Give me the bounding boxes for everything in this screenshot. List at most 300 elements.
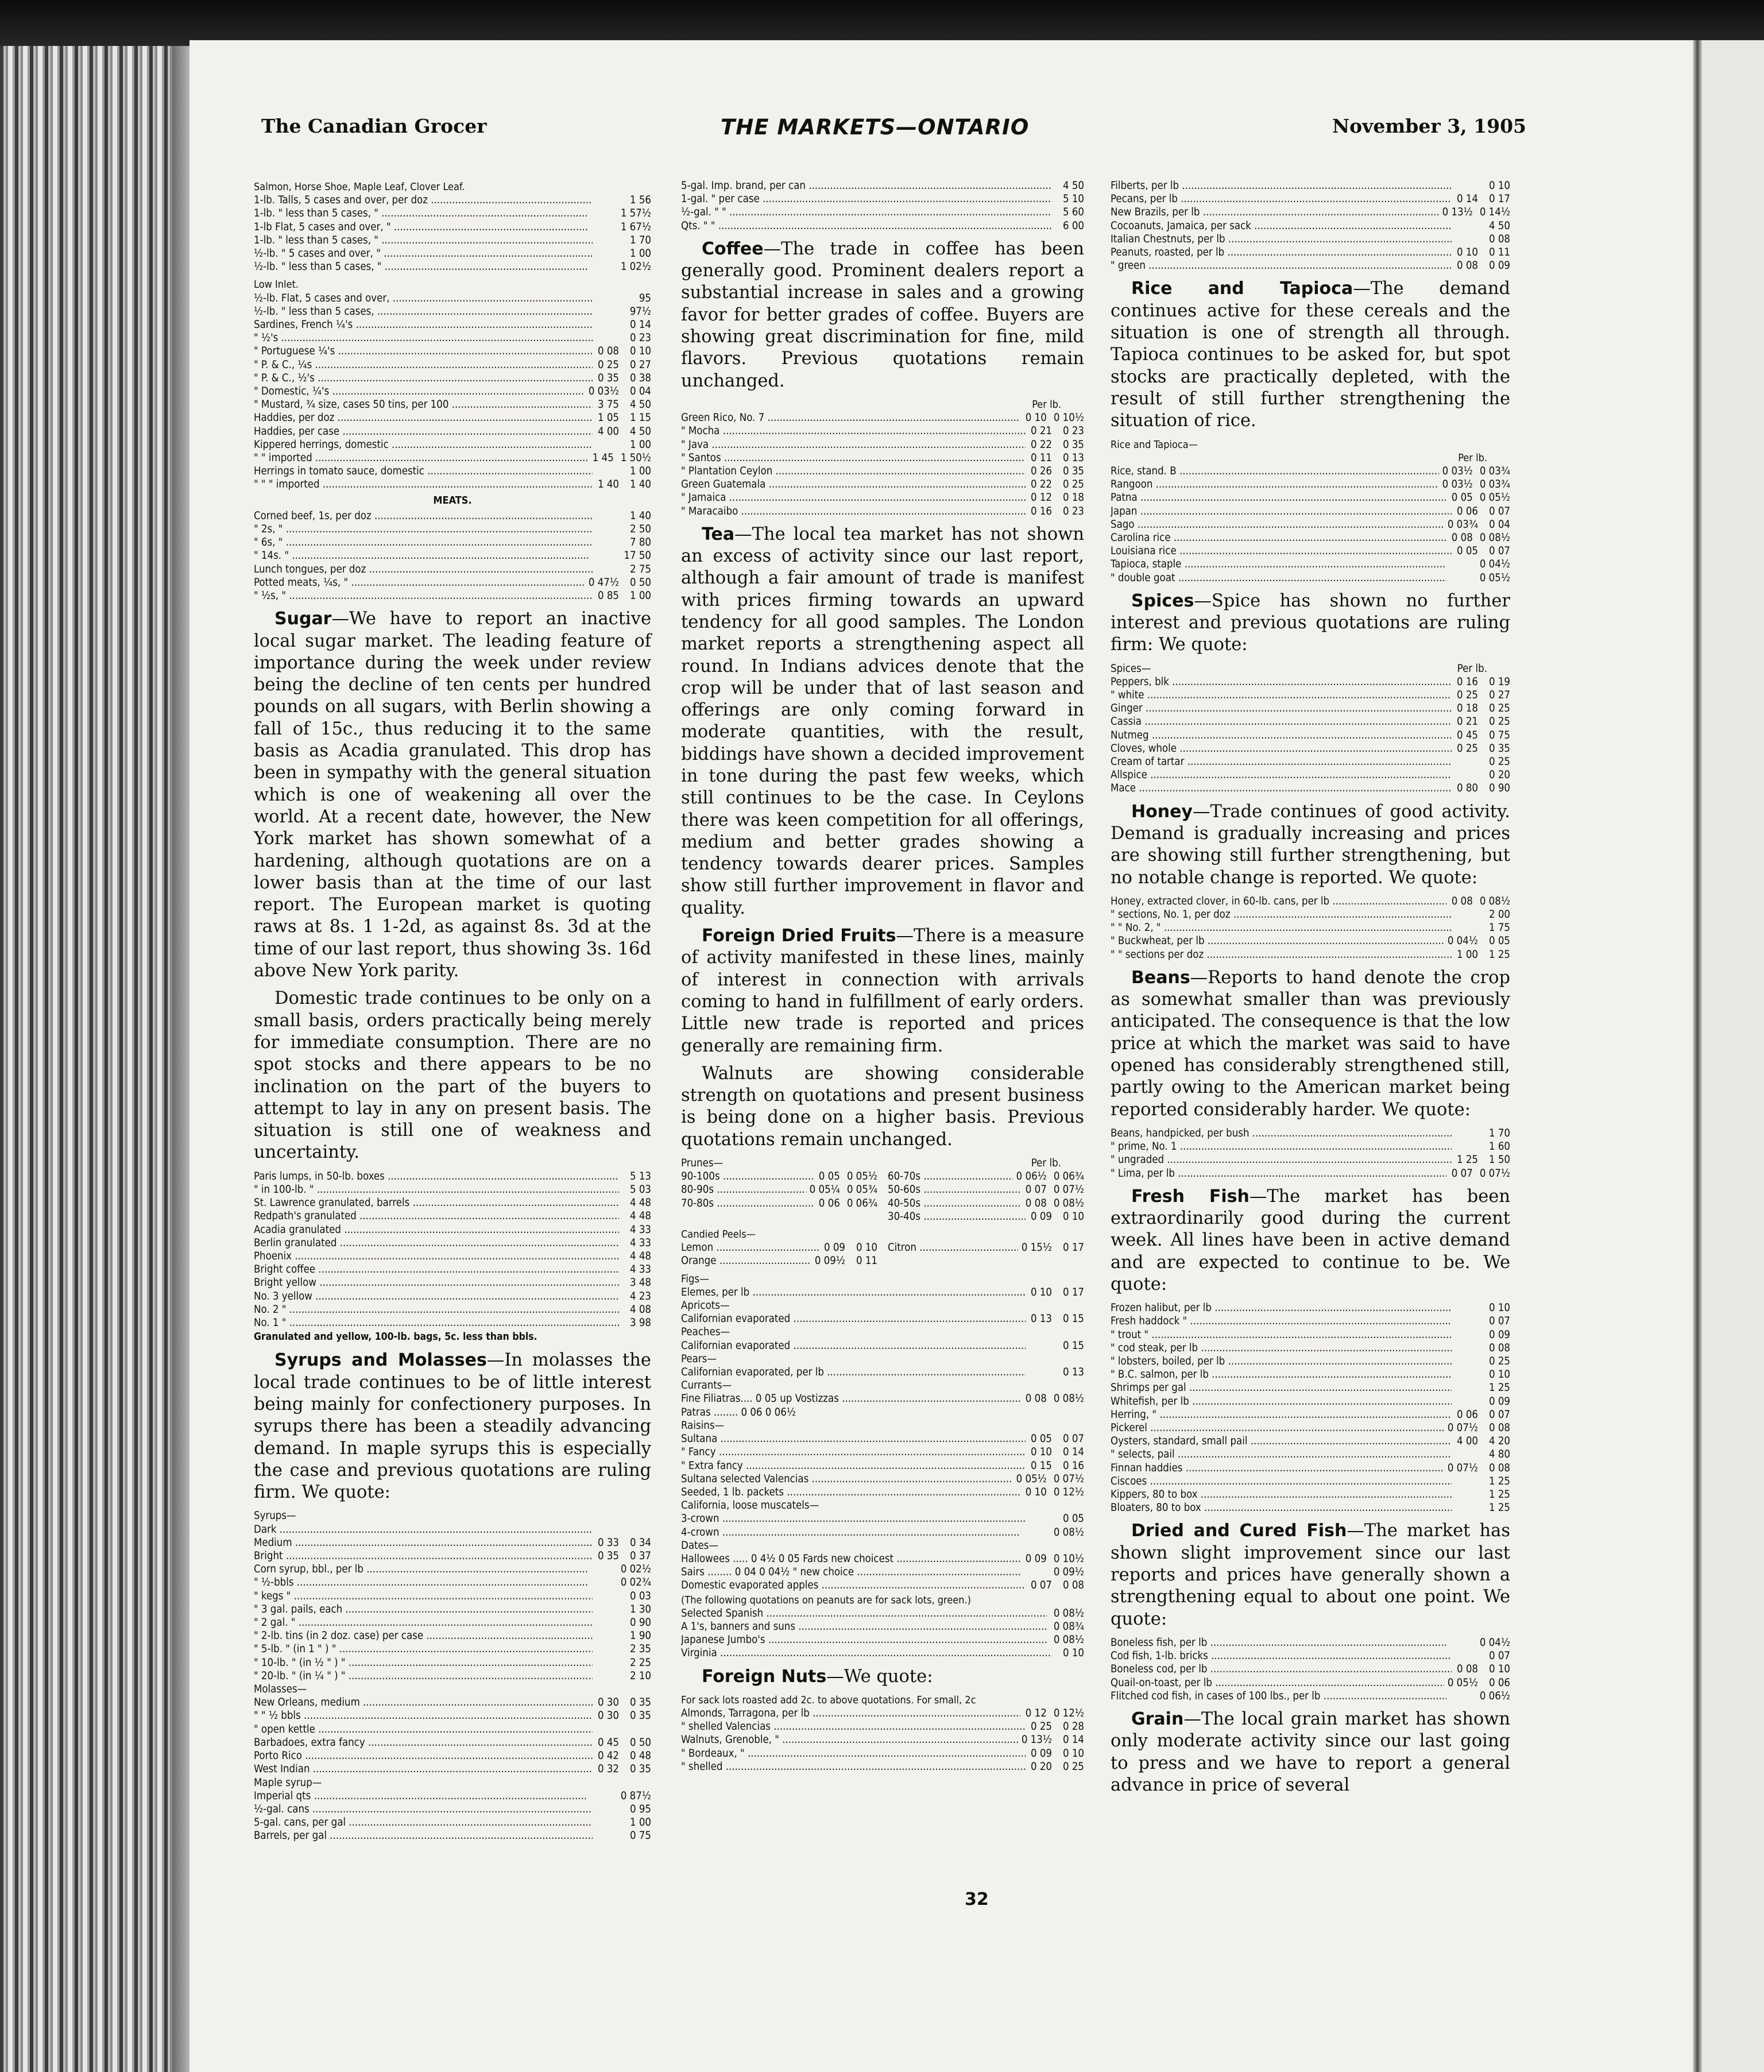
price-high: 1 00 <box>629 465 651 478</box>
price-low: 1 25 <box>1456 1154 1478 1166</box>
item-label: " " sections per doz ..... <box>1111 948 1452 961</box>
item-label: " Extra fancy ..... <box>681 1459 1026 1472</box>
price-high: 0 08½ <box>1053 1393 1084 1405</box>
item-label: A 1's, banners and suns ..... <box>681 1620 1047 1633</box>
price-high: 0 06½ <box>1479 1690 1510 1702</box>
item-label: " ½'s ..... <box>254 331 593 345</box>
price-row <box>1111 782 1510 795</box>
price-row <box>254 1736 651 1749</box>
price-row <box>1111 246 1510 259</box>
price-row <box>254 1209 651 1223</box>
item-label: Orange ..... <box>681 1254 811 1267</box>
price-row <box>681 1486 1084 1499</box>
price-row <box>254 1276 651 1289</box>
price-high: 0 09 <box>1488 1328 1510 1341</box>
item-label: " ungraded ..... <box>1111 1153 1452 1166</box>
section-heading: Spices <box>1131 590 1194 611</box>
price-low: 0 45 <box>1456 729 1478 741</box>
price-row <box>681 1512 1084 1525</box>
price-high: 0 05 <box>1062 1513 1084 1525</box>
price-row <box>1111 755 1510 768</box>
price-row <box>1111 478 1510 491</box>
price-high: 0 07 <box>1488 1650 1510 1663</box>
item-label: " " No. 2, " ..... <box>1111 921 1452 934</box>
item-label: Corn syrup, bbl., per lb ..... <box>254 1563 587 1576</box>
price-high: 0 50 <box>629 1736 651 1749</box>
price-low: 0 18 <box>1456 702 1478 715</box>
price-high: 0 10½ <box>1053 412 1084 424</box>
price-low <box>1026 1419 1052 1432</box>
price-low <box>1026 1299 1052 1312</box>
price-row <box>254 358 651 372</box>
price-low: 0 03¾ <box>1447 518 1478 531</box>
price-row <box>254 1696 651 1709</box>
price-high <box>1052 1299 1084 1312</box>
price-high: 0 13 <box>1062 451 1084 464</box>
price-row <box>681 1539 1084 1552</box>
item-label: Patna ..... <box>1111 491 1446 504</box>
item-label: Ciscoes ..... <box>1111 1475 1452 1488</box>
cured-fish-table <box>1111 1636 1510 1703</box>
price-row <box>681 1552 1084 1565</box>
price-low <box>1452 1127 1478 1140</box>
price-low: 0 85 <box>597 590 619 602</box>
item-label: Barbadoes, extra fancy ..... <box>254 1736 593 1749</box>
price-row <box>681 1445 1084 1459</box>
price-low: 0 10 <box>1456 246 1478 259</box>
price-row <box>254 292 651 305</box>
item-label: Haddies, per case ..... <box>254 425 593 438</box>
item-label: " Portuguese ¼'s ..... <box>254 345 593 358</box>
item-label: 1-gal. " per case ..... <box>681 192 1052 206</box>
dried-fruit-table <box>681 1273 1084 1660</box>
item-label: Californian evaporated, per lb ..... <box>681 1366 1026 1379</box>
item-label: Sairs ........ 0 04 0 04½ " new choice ..... <box>681 1565 1020 1579</box>
item-label: Frozen halibut, per lb ..... <box>1111 1301 1452 1315</box>
price-high: 0 09½ <box>1053 1566 1084 1579</box>
price-low <box>1026 1512 1052 1525</box>
running-head-publication: The Canadian Grocer <box>261 115 487 137</box>
price-high: 0 05½ <box>1479 571 1510 584</box>
price-high: 1 40 <box>629 509 651 522</box>
price-high: 0 08½ <box>1053 1607 1084 1619</box>
price-low: 0 21 <box>1030 425 1052 438</box>
item-label: Cloves, whole ..... <box>1111 742 1452 755</box>
price-high: 0 35 <box>629 1696 651 1709</box>
price-low <box>593 1590 619 1603</box>
per-lb-label: Per lb. <box>1457 662 1487 675</box>
item-label: " Maracaibo ..... <box>681 505 1026 518</box>
price-high: 2 00 <box>1488 909 1510 921</box>
price-high: 0 50 <box>629 576 651 589</box>
price-high <box>619 1776 651 1789</box>
price-high: 0 38 <box>629 372 651 384</box>
price-high: 0 08½ <box>1053 1634 1084 1646</box>
item-label: Paris lumps, in 50-lb. boxes ..... <box>254 1170 619 1183</box>
table-note: Granulated and yellow, 100-lb. bags, 5c. less than bbls. <box>254 1331 537 1343</box>
item-label: " " imported ..... <box>254 451 587 465</box>
item-label: " 2-lb. tins (in 2 doz. case) per case ..... <box>254 1629 593 1642</box>
price-low: 0 05 <box>1451 492 1473 504</box>
price-row <box>1111 1301 1510 1315</box>
price-low <box>1020 1565 1047 1579</box>
price-row <box>1111 544 1510 558</box>
price-row <box>681 1620 1084 1633</box>
price-row <box>254 509 651 523</box>
section-heading: Beans <box>1131 967 1190 988</box>
price-low: 0 06 <box>1456 1408 1478 1421</box>
item-label: Rangoon ..... <box>1111 478 1439 491</box>
price-row <box>681 465 1084 478</box>
item-label: Apricots— <box>681 1300 730 1312</box>
price-low: 1 05 <box>597 412 619 424</box>
price-low <box>593 465 619 478</box>
item-label: " Santos ..... <box>681 451 1026 465</box>
item-label: " 10-lb. " (in ½ " ) " ..... <box>254 1656 593 1669</box>
item-label: Selected Spanish ..... <box>681 1607 1047 1620</box>
price-low <box>593 331 619 345</box>
price-high <box>1052 1325 1084 1339</box>
item-label: Cocoanuts, Jamaica, per sack ..... <box>1111 219 1452 233</box>
price-row <box>254 1709 651 1722</box>
price-high: 3 98 <box>629 1316 651 1329</box>
price-low: 0 13½ <box>1021 1734 1052 1746</box>
price-low <box>1452 921 1478 934</box>
price-row <box>1111 1448 1510 1461</box>
price-high <box>619 1509 651 1522</box>
price-high: 2 25 <box>629 1656 651 1669</box>
price-low <box>1026 1406 1052 1419</box>
price-low: 0 30 <box>597 1696 619 1709</box>
price-row <box>1111 1690 1510 1703</box>
price-low <box>1452 1140 1478 1153</box>
price-low <box>1452 1315 1478 1328</box>
price-low: 1 40 <box>597 478 619 491</box>
price-row <box>1111 192 1510 206</box>
price-row <box>254 1803 651 1816</box>
price-high: 0 27 <box>629 358 651 371</box>
price-high: 1 40 <box>629 478 651 491</box>
price-low: 0 25 <box>1030 1721 1052 1733</box>
item-label: " Mocha ..... <box>681 424 1026 438</box>
item-label: Ginger ..... <box>1111 702 1452 715</box>
price-row <box>681 179 1084 192</box>
price-high: 0 17 <box>1062 1286 1084 1298</box>
price-high: 0 02½ <box>620 1563 651 1576</box>
item-label: Sultana selected Valencias ..... <box>681 1472 1013 1486</box>
price-row <box>681 206 1084 219</box>
price-high: 0 08½ <box>1479 531 1510 544</box>
table-title: Candied Peels— <box>681 1228 756 1241</box>
price-row <box>254 1642 651 1656</box>
item-label: ½-lb. " less than 5 cases, ..... <box>254 305 593 318</box>
paragraph-text: —The demand continues active for these cereals and the situation is one of strength all through. Tapioca continues to be asked for, but spot stocks are practically depleted, with the result of still further strengthening the situation of rice. <box>1111 279 1510 431</box>
price-low: 0 10 <box>1030 1446 1052 1459</box>
item-label: Honey, extracted clover, in 60-lb. cans, per lb ..... <box>1111 895 1446 908</box>
price-row <box>254 1816 651 1829</box>
price-low <box>1452 1368 1478 1381</box>
item-label: Tapioca, staple ..... <box>1111 558 1446 571</box>
item-label: Sago ..... <box>1111 518 1444 531</box>
price-row <box>681 192 1084 206</box>
item-label: " open kettle ..... <box>254 1723 593 1736</box>
item-label: Fine Filiatras.... 0 05 up Vostizzas ..... <box>681 1392 1020 1405</box>
price-low: 0 13 <box>1030 1313 1052 1325</box>
price-high: 0 10 <box>1062 1647 1084 1660</box>
price-low <box>593 1629 619 1642</box>
price-low: 0 07 <box>1025 1184 1047 1196</box>
price-high: 0 90 <box>1488 782 1510 795</box>
price-high: 2 35 <box>629 1643 651 1656</box>
price-row <box>254 1762 651 1776</box>
item-label: Berlin granulated ..... <box>254 1236 619 1250</box>
fresh-fish-paragraph <box>1111 1186 1510 1296</box>
item-label: Carolina rice ..... <box>1111 531 1446 544</box>
item-label: Louisiana rice ..... <box>1111 544 1452 558</box>
item-label: " " ½ bbls ..... <box>254 1709 593 1722</box>
price-row <box>888 1241 1084 1254</box>
price-low <box>1446 571 1473 585</box>
item-label: Oysters, standard, small pail ..... <box>1111 1435 1452 1448</box>
price-low: 0 15½ <box>1021 1242 1052 1254</box>
peels-title-block <box>681 1228 1084 1241</box>
price-low <box>1452 768 1478 782</box>
price-high: 0 05½ <box>1479 492 1510 504</box>
price-row <box>1111 715 1510 728</box>
price-low: 0 06½ <box>1016 1170 1047 1183</box>
price-high: 7 80 <box>629 536 651 549</box>
paragraph-text: —The market has shown slight improvement since our last reports and prices have generally shown a strengthening equal to about one point. We quote: <box>1111 1521 1510 1629</box>
price-high: 0 37 <box>629 1550 651 1563</box>
price-row <box>254 425 651 438</box>
price-low <box>1026 1379 1052 1392</box>
table-title: Low Inlet. <box>254 279 299 291</box>
price-high: 4 48 <box>629 1250 651 1262</box>
price-row <box>1111 465 1510 478</box>
price-high: 0 02¾ <box>620 1576 651 1589</box>
coffee-paragraph <box>681 238 1084 392</box>
price-low: 0 05¼ <box>809 1184 840 1196</box>
item-label: Virginia ..... <box>681 1646 1052 1660</box>
price-row <box>1111 259 1510 272</box>
item-label: " " " imported ..... <box>254 478 593 491</box>
per-lb-label: Per lb. <box>1032 398 1061 411</box>
section-heading: Foreign Nuts <box>702 1666 827 1687</box>
price-row <box>1111 1636 1510 1649</box>
prunes-table <box>681 1157 1084 1170</box>
item-label: Kippered herrings, domestic ..... <box>254 438 593 451</box>
item-label: Barrels, per gal ..... <box>254 1829 593 1842</box>
price-row <box>1111 206 1510 219</box>
price-row <box>254 1656 651 1669</box>
price-row <box>681 1325 1084 1339</box>
price-row <box>254 1290 651 1303</box>
item-label: Peppers, blk ..... <box>1111 675 1452 689</box>
price-high: 4 20 <box>1488 1435 1510 1448</box>
price-high: 0 06¾ <box>846 1197 877 1209</box>
price-high: 4 33 <box>629 1236 651 1249</box>
price-row <box>1111 1167 1510 1180</box>
item-label: " lobsters, boiled, per lb ..... <box>1111 1355 1452 1368</box>
price-row <box>681 1170 877 1183</box>
price-row <box>1111 505 1510 518</box>
price-low <box>593 1523 619 1536</box>
price-high: 0 10 <box>1488 180 1510 192</box>
item-label: " 2 gal. " ..... <box>254 1616 593 1629</box>
item-label: Lemon ..... <box>681 1241 819 1254</box>
page-edge <box>1693 40 1702 2072</box>
price-high: 0 05 <box>1488 935 1510 948</box>
price-low: 4 00 <box>1456 1435 1478 1448</box>
price-high: 1 60 <box>1488 1141 1510 1153</box>
price-low: 0 80 <box>1456 782 1478 795</box>
price-high: 1 67½ <box>620 221 651 233</box>
price-low: 0 08 <box>1456 260 1478 272</box>
item-label: Dark ..... <box>254 1523 593 1536</box>
price-high: 0 08 <box>1488 1462 1510 1474</box>
price-low <box>1452 1649 1478 1663</box>
price-low <box>593 1669 619 1683</box>
item-label: West Indian ..... <box>254 1762 593 1776</box>
price-high <box>1052 1273 1084 1286</box>
item-label: Cod fish, 1-lb. bricks ..... <box>1111 1649 1452 1663</box>
price-row <box>254 1563 651 1576</box>
price-high: 0 17 <box>1488 193 1510 206</box>
price-low: 0 33 <box>597 1536 619 1549</box>
price-row <box>1111 1381 1510 1394</box>
price-row <box>254 465 651 478</box>
honey-paragraph <box>1111 801 1510 889</box>
price-row <box>254 1263 651 1276</box>
price-high: 0 04 <box>629 385 651 398</box>
item-label: Figs— <box>681 1273 709 1285</box>
price-low: 0 42 <box>597 1750 619 1762</box>
item-label: Rice, stand. B ..... <box>1111 465 1439 478</box>
price-row <box>254 345 651 358</box>
price-high: 1 25 <box>1488 948 1510 961</box>
price-row <box>254 1669 651 1683</box>
price-high: 0 25 <box>1488 1355 1510 1368</box>
price-high: 0 13 <box>1062 1366 1084 1379</box>
price-row <box>1111 729 1510 742</box>
item-label: Qts. " " ..... <box>681 219 1052 233</box>
price-high: 5 03 <box>629 1183 651 1196</box>
price-low <box>1452 1342 1478 1355</box>
price-low: 0 12 <box>1030 492 1052 504</box>
price-high: 0 04 <box>1488 518 1510 531</box>
price-low: 0 05 <box>818 1170 840 1183</box>
price-row <box>1111 1663 1510 1676</box>
price-row <box>681 1579 1084 1592</box>
item-label: Shrimps per gal ..... <box>1111 1381 1452 1394</box>
table-note: For sack lots roasted add 2c. to above quotations. For small, 2c <box>681 1694 976 1706</box>
price-high: 0 07 <box>1488 505 1510 517</box>
price-high: 2 10 <box>629 1669 651 1682</box>
price-high: 0 15 <box>1062 1313 1084 1325</box>
price-high: 0 03¾ <box>1479 478 1510 491</box>
price-row <box>888 1197 1084 1210</box>
section-heading: Syrups and Molasses <box>274 1350 487 1371</box>
price-row <box>1111 1501 1510 1514</box>
price-low: 0 22 <box>1030 478 1052 491</box>
price-low <box>593 563 619 576</box>
price-low: 0 35 <box>597 1550 619 1563</box>
price-row <box>1111 702 1510 715</box>
item-label: Cream of tartar ..... <box>1111 755 1452 768</box>
price-row <box>254 478 651 491</box>
price-low: 0 07 <box>1030 1579 1052 1592</box>
next-page-strip <box>1702 40 1764 2072</box>
price-high: 0 04½ <box>1479 1636 1510 1649</box>
price-row <box>1111 675 1510 689</box>
price-row <box>254 260 651 273</box>
price-row <box>254 576 651 589</box>
item-label: 1-lb. " less than 5 cases, " ..... <box>254 207 587 220</box>
price-high: 1 02½ <box>620 261 651 273</box>
price-low <box>1446 1636 1473 1649</box>
price-row <box>681 1366 1084 1379</box>
price-high: 4 08 <box>629 1303 651 1316</box>
price-high: 0 08 <box>1488 233 1510 245</box>
price-high: 0 23 <box>629 332 651 345</box>
price-high: 5 10 <box>1062 193 1084 206</box>
price-row <box>1111 1342 1510 1355</box>
spices-paragraph <box>1111 590 1510 656</box>
price-row <box>254 1223 651 1236</box>
spices-table <box>1111 662 1510 795</box>
price-row <box>1111 1328 1510 1342</box>
item-label: Porto Rico ..... <box>254 1749 593 1762</box>
price-row <box>254 1576 651 1589</box>
price-high: 4 33 <box>629 1263 651 1276</box>
price-high <box>619 1523 651 1536</box>
price-low: 0 05 <box>1456 545 1478 558</box>
item-label: Mace ..... <box>1111 782 1452 795</box>
item-label: 90-100s ..... <box>681 1170 814 1183</box>
item-label: " shelled ..... <box>681 1760 1026 1773</box>
price-low: 0 22 <box>1030 438 1052 451</box>
price-high: 1 25 <box>1488 1475 1510 1487</box>
item-label: " cod steak, per lb ..... <box>1111 1342 1452 1355</box>
paragraph-text: —In molasses the local trade continues to be of little interest being mainly for confectionery purposes. In syrups there has been a steadily advancing demand. In maple syrups this is especially the case and previous quotations are ruling firm. We quote: <box>254 1350 651 1503</box>
item-label: 80-90s ..... <box>681 1183 806 1196</box>
price-row <box>681 424 1084 438</box>
price-low: 0 08 <box>1025 1197 1047 1209</box>
item-label: " Jamaica ..... <box>681 491 1026 504</box>
price-high: 0 10½ <box>1053 1552 1084 1565</box>
item-label: Boneless fish, per lb ..... <box>1111 1636 1446 1649</box>
price-low <box>587 1563 614 1576</box>
peels-columns <box>681 1241 1084 1267</box>
price-row <box>254 331 651 345</box>
price-row <box>1111 1127 1510 1140</box>
running-head-section: THE MARKETS—ONTARIO <box>721 115 1030 140</box>
price-low: 0 09 <box>1025 1552 1047 1565</box>
price-row <box>681 219 1084 233</box>
price-row <box>254 247 651 260</box>
price-low <box>1452 1301 1478 1315</box>
item-label: " green ..... <box>1111 259 1452 272</box>
price-high: 0 08¾ <box>1053 1620 1084 1633</box>
beans-paragraph <box>1111 967 1510 1121</box>
item-label: " ½s, " ..... <box>254 589 593 602</box>
item-label: Lunch tongues, per doz ..... <box>254 563 593 576</box>
item-label: New Brazils, per lb ..... <box>1111 206 1439 219</box>
price-low <box>1452 1381 1478 1394</box>
price-row <box>681 1197 877 1210</box>
price-high: 1 15 <box>629 412 651 424</box>
item-label: Bloaters, 80 to box ..... <box>1111 1501 1452 1514</box>
